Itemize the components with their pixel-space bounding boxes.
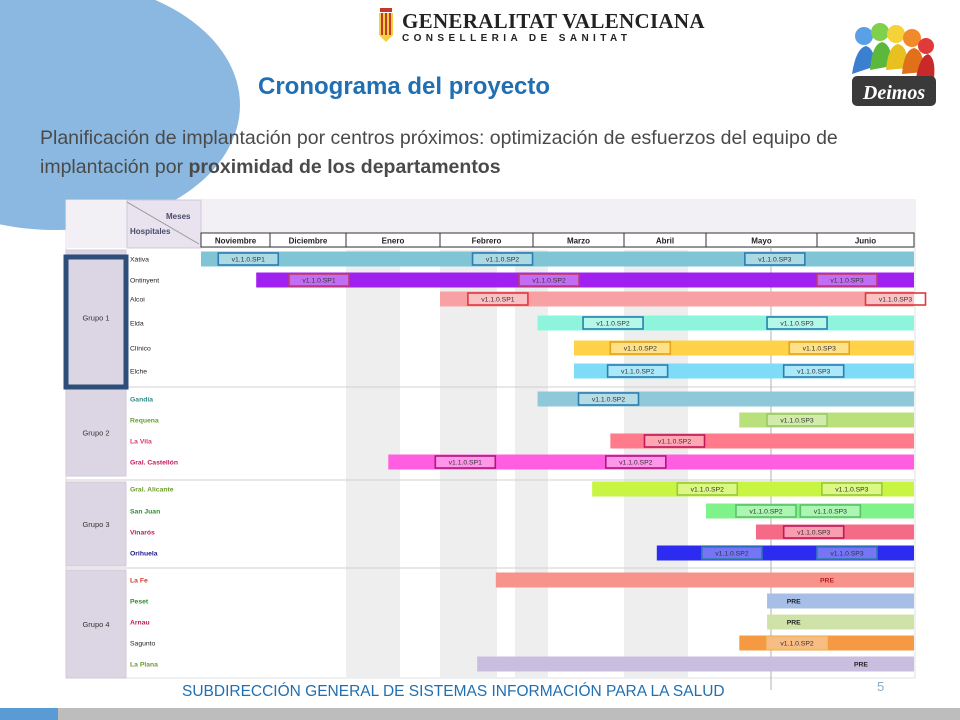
deimos-logo [842, 22, 942, 114]
milestone-label: v1.1.0.SP3 [780, 320, 814, 328]
hospital-name: Ontinyent [130, 277, 160, 285]
milestone-label: PRE [853, 661, 868, 669]
hospital-name: Alcoi [130, 296, 145, 304]
milestone-label: v1.1.0.SP1 [302, 277, 336, 285]
footer-text: SUBDIRECCIÓN GENERAL DE SISTEMAS INFORMACIÓN PARA LA SALUD [182, 683, 725, 700]
group-label: Grupo 1 [82, 313, 110, 323]
milestone-label: v1.1.0.SP3 [878, 296, 913, 304]
month-label: Marzo [566, 236, 591, 246]
milestone-label: v1.1.0.SP2 [623, 345, 657, 353]
month-label: Junio [854, 236, 877, 246]
month-label: Enero [381, 236, 405, 246]
milestone-label: PRE [786, 598, 801, 606]
hospital-name: Xàtiva [130, 256, 149, 264]
gantt-bar [201, 252, 914, 267]
agency-name: GENERALITAT VALENCIANA [402, 9, 705, 33]
hospital-name: San Juan [130, 508, 161, 516]
hospital-name: La Vila [130, 438, 152, 446]
hospital-name: Peset [130, 598, 149, 606]
group-label: Grupo 3 [82, 520, 110, 529]
milestone-label: v1.1.0.SP3 [758, 256, 792, 264]
milestone-label: v1.1.0.SP2 [532, 277, 566, 285]
milestone-label: v1.1.0.SP3 [797, 368, 831, 376]
milestone-label: v1.1.0.SP2 [619, 459, 653, 467]
bottom-accent [0, 708, 58, 720]
hospital-name: Sagunto [130, 640, 156, 648]
header-hospitales: Hospitales [130, 227, 171, 236]
subtitle-text: Planificación de implantación por centros próximos: optimización de esfuerzos del equipo de implantación por [40, 127, 838, 178]
milestone-label: v1.1.0.SP2 [715, 550, 749, 558]
month-label: Diciembre [288, 236, 328, 246]
milestone-label: v1.1.0.SP2 [749, 508, 783, 516]
milestone-label: PRE [786, 619, 801, 627]
decorative-circle [0, 0, 240, 230]
milestone-label: v1.1.0.SP3 [813, 508, 847, 516]
hospital-name: Elche [130, 368, 148, 376]
milestone-label: v1.1.0.SP3 [802, 345, 836, 353]
milestone-label: v1.1.0.SP2 [596, 320, 630, 328]
subtitle-emphasis: proximidad de los departamentos [188, 156, 501, 178]
header-meses: Meses [166, 212, 191, 221]
hospital-name: La Fe [130, 577, 148, 585]
milestone-label: v1.1.0.SP1 [481, 296, 515, 304]
page-title: Cronograma del proyecto [258, 73, 551, 100]
gantt-bar [496, 573, 914, 588]
milestone-label: v1.1.0.SP3 [830, 550, 864, 558]
group-label: Grupo 2 [82, 428, 110, 438]
generalitat-logo [378, 6, 705, 46]
month-label: Mayo [751, 236, 772, 246]
milestone-label: v1.1.0.SP2 [591, 396, 626, 404]
milestone-label: v1.1.0.SP3 [780, 417, 814, 425]
milestone-label: v1.1.0.SP2 [780, 640, 814, 648]
hospital-name: Requena [130, 417, 159, 425]
gantt-bar [477, 657, 914, 672]
milestone-label: v1.1.0.SP1 [448, 459, 482, 467]
group-label: Grupo 4 [82, 620, 110, 629]
hospital-name: La Plana [130, 661, 158, 669]
hospital-name: Vinarós [130, 529, 155, 537]
page-subtitle [40, 124, 910, 182]
milestone-label: v1.1.0.SP3 [797, 529, 831, 537]
people-icon [852, 23, 934, 78]
hospital-name: Gral. Alicante [130, 486, 174, 494]
hospital-name: Arnau [130, 619, 150, 627]
page-number: 5 [877, 679, 885, 694]
hospital-name: Gandía [130, 396, 154, 404]
milestone-label: v1.1.0.SP2 [620, 368, 655, 376]
month-label: Abril [655, 236, 675, 246]
month-label: Noviembre [214, 236, 257, 246]
month-label: Febrero [471, 236, 502, 246]
hospital-name: Orihuela [130, 550, 158, 558]
milestone-label: v1.1.0.SP1 [231, 256, 265, 264]
agency-department: CONSELLERIA DE SANITAT [402, 33, 632, 44]
hospital-name: Gral. Castellón [130, 459, 178, 467]
coat-of-arms-icon [378, 8, 394, 42]
milestone-label: v1.1.0.SP2 [485, 256, 520, 264]
milestone-label: PRE [820, 577, 834, 585]
milestone-label: v1.1.0.SP3 [835, 486, 869, 494]
bottom-bar [0, 708, 960, 720]
hospital-name: Elda [130, 320, 144, 328]
milestone-label: v1.1.0.SP3 [830, 277, 864, 285]
hospital-name: Clínico [130, 345, 151, 353]
milestone-label: v1.1.0.SP2 [657, 438, 692, 446]
milestone-label: v1.1.0.SP2 [690, 486, 724, 494]
deimos-logo-text: Deimos [862, 82, 926, 104]
gantt-bar [256, 273, 914, 288]
